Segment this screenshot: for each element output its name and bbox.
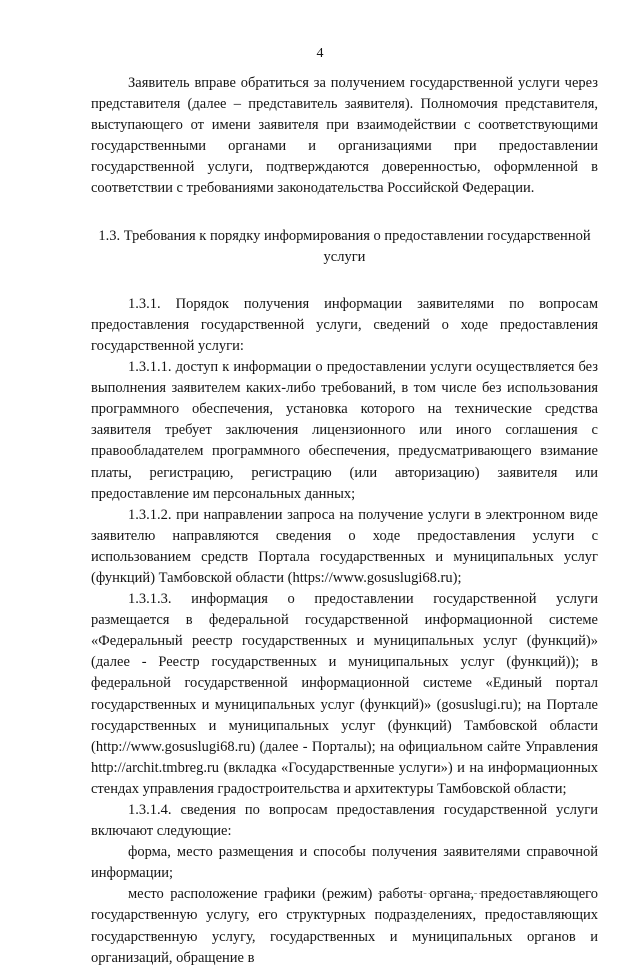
paragraph-1-3-1: 1.3.1. Порядок получения информации заявителями по вопросам предоставления государственной услуги, сведений о ходе предоставления государственной услуги: [91,295,598,354]
paragraph-1-3-1-3: 1.3.1.3. информация о предоставлении государственной услуги размещается в федеральной государственной информационной системе «Федеральный реестр государственных и муниципальных услуг (функций)» (далее - Реестр государственных и муниципальных услуг (функций)); в федеральной государственной информационной системе «Единый портал государственных и муниципальных услуг (функций)» (gosuslugi.ru); на Портале государственных и муниципальных услуг (функций) Тамбовской области (http://www.gosuslugi68.ru) (далее - Порталы); на официальном сайте Управления http://archit.tmbreg.ru (вкладка «Государственные услуги») и на информационных стендах управления градостроительства и архитектуры Тамбовской области; [91,591,598,797]
page-number: 4 [316,46,324,61]
paragraph-form: форма, место размещения и способы получения заявителями справочной информации; [91,844,598,882]
footer-scan-marks [378,893,558,895]
document-body [91,73,598,969]
paragraph-1-3-1-4: 1.3.1.4. сведения по вопросам предоставления государственной услуги включают следующие: [91,802,598,840]
paragraph-place: место расположение графики (режим) работы органа, предоставляющего государственную услугу, его структурных подразделениях, предоставляющих государственную услугу, государственных и муниципальных органов и организаций, обращение в [91,886,598,966]
paragraph-representative: Заявитель вправе обратиться за получением государственной услуги через представителя (далее – представитель заявителя). Полномочия представителя, выступающего от имени заявителя при взаимодействии с соответствующими государственными органами и организациями при предоставлении государственной услуги, подтверждаются доверенностью, оформленной в соответствии с требованиями законодательства Российской Федерации. [91,75,598,197]
paragraph-1-3-1-1: 1.3.1.1. доступ к информации о предоставлении услуги осуществляется без выполнения заявителем каких-либо требований, в том числе без использования программного обеспечения, установка которого на технические средства заявителя требует заключения лицензионного или иного соглашения с правообладателем программного обеспечения, предусматривающего взимание платы, регистрацию, регистрацию (или авторизацию) заявителя или предоставление им персональных данных; [91,359,598,502]
section-heading-1-3: 1.3. Требования к порядку информирования о предоставлении государственной услуги [98,227,591,265]
paragraph-1-3-1-2: 1.3.1.2. при направлении запроса на получение услуги в электронном виде заявителю направляются сведения о ходе предоставления услуги с использованием средств Портала государственных и муниципальных услуг (функций) Тамбовской области (https://www.gosuslugi68.ru); [91,506,598,586]
